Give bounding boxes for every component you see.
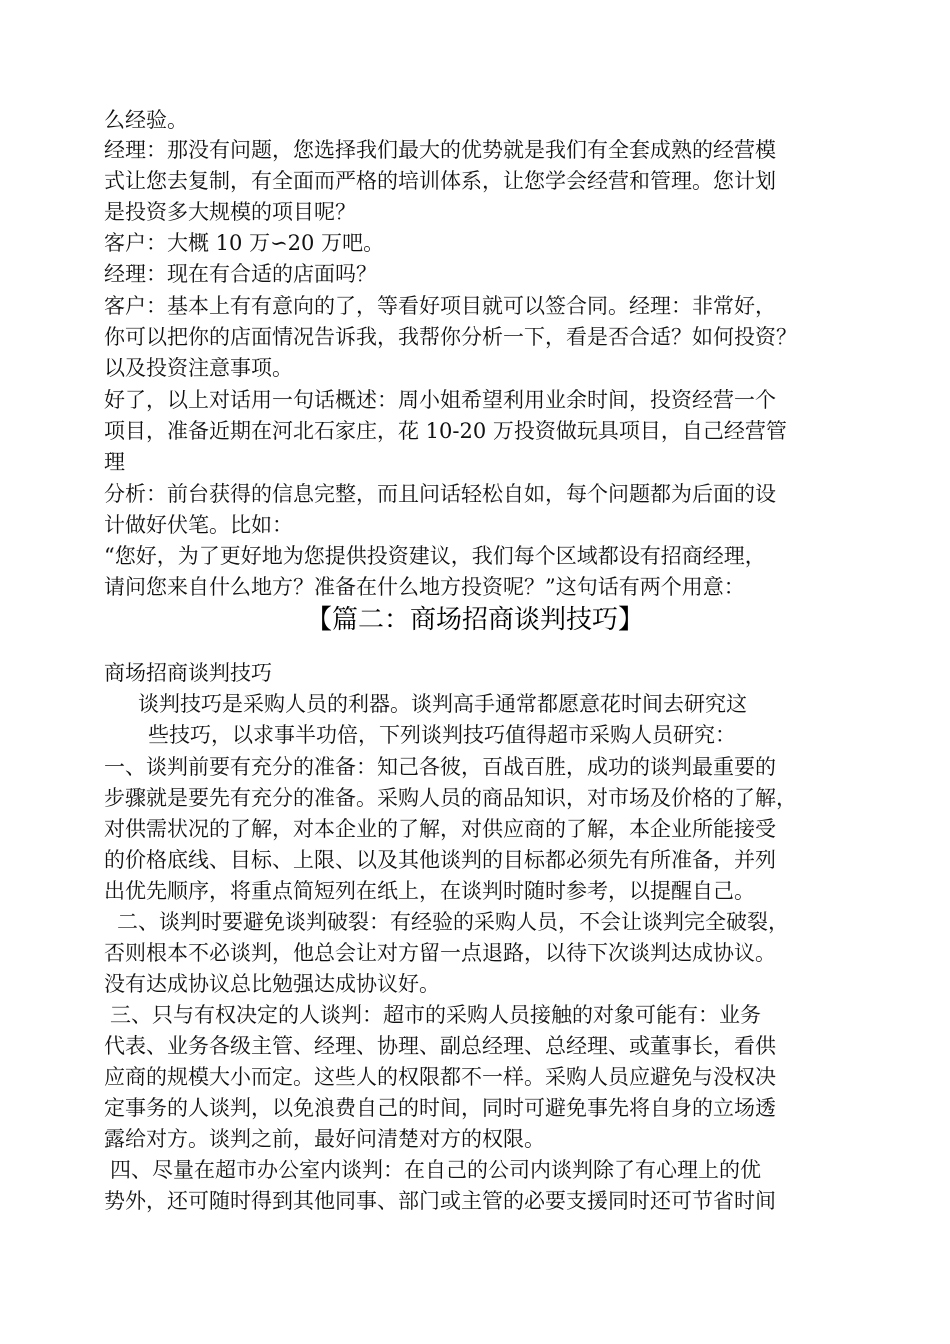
section-title: 商场招商谈判技巧 [104,661,272,685]
section-heading: 【篇二：商场招商谈判技巧】 [305,605,644,635]
text-line: 是投资多大规模的项目呢？ [104,200,356,224]
text-line: 定事务的人谈判，以免浪费自己的时间，同时可避免事先将自身的立场透 [104,1096,776,1120]
text-line: 势外，还可随时得到其他同事、部门或主管的必要支援同时还可节省时间 [104,1189,776,1213]
text-line: 理 [104,450,125,474]
text-line: 经理：那没有问题，您选择我们最大的优势就是我们有全套成熟的经营模 [104,138,776,162]
text-line: “您好，为了更好地为您提供投资建议，我们每个区域都设有招商经理， [104,544,766,568]
text-line: 对供需状况的了解，对本企业的了解，对供应商的了解，本企业所能接受 [104,817,776,841]
text-line: 经理：现在有合适的店面吗？ [104,262,377,286]
text-line: 的价格底线、目标、上限、以及其他谈判的目标都必须先有所准备，并列 [104,848,776,872]
text-line: 请问您来自什么地方？准备在什么地方投资呢？”这句话有两个用意： [104,575,745,599]
text-line: 项目，准备近期在河北石家庄，花 10-20 万投资做玩具项目，自己经营管 [104,419,787,443]
text-line: 出优先顺序，将重点简短列在纸上，在谈判时随时参考，以提醒自己。 [104,879,755,903]
text-line: 三、只与有权决定的人谈判：超市的采购人员接触的对象可能有：业务 [110,1003,761,1027]
text-line: 客户：基本上有有意向的了，等看好项目就可以签合同。经理：非常好， [104,294,776,318]
text-line: 应商的规模大小而定。这些人的权限都不一样。采购人员应避免与没权决 [104,1065,776,1089]
text-line: 四、尽量在超市办公室内谈判：在自己的公司内谈判除了有心理上的优 [110,1158,761,1182]
text-line: 以及投资注意事项。 [104,356,293,380]
text-line: 谈判技巧是采购人员的利器。谈判高手通常都愿意花时间去研究这 [138,692,747,716]
text-line: 么经验。 [104,108,188,132]
text-line: 式让您去复制，有全面而严格的培训体系，让您学会经营和管理。您计划 [104,169,776,193]
text-line: 计做好伏笔。比如： [104,513,293,537]
text-line: 代表、业务各级主管、经理、协理、副总经理、总经理、或董事长，看供 [104,1034,776,1058]
text-line: 你可以把你的店面情况告诉我，我帮你分析一下，看是否合适？如何投资？ [104,325,797,349]
text-line: 步骤就是要先有充分的准备。采购人员的商品知识，对市场及价格的了解， [104,786,797,810]
text-line: 没有达成协议总比勉强达成协议好。 [104,972,440,996]
text-line: 一、谈判前要有充分的准备：知己各彼，百战百胜，成功的谈判最重要的 [104,755,776,779]
text-line: 些技巧，以求事半功倍，下列谈判技巧值得超市采购人员研究： [148,723,736,747]
text-line: 否则根本不必谈判，他总会让对方留一点退路，以待下次谈判达成协议。 [104,941,776,965]
text-line: 二、谈判时要避免谈判破裂：有经验的采购人员，不会让谈判完全破裂， [117,910,789,934]
text-line: 露给对方。谈判之前，最好问清楚对方的权限。 [104,1127,545,1151]
text-line: 客户：大概 10 万∽20 万吧。 [104,231,385,255]
text-line: 分析：前台获得的信息完整，而且问话轻松自如，每个问题都为后面的设 [104,482,776,506]
text-line: 好了，以上对话用一句话概述：周小姐希望利用业余时间，投资经营一个 [104,388,776,412]
